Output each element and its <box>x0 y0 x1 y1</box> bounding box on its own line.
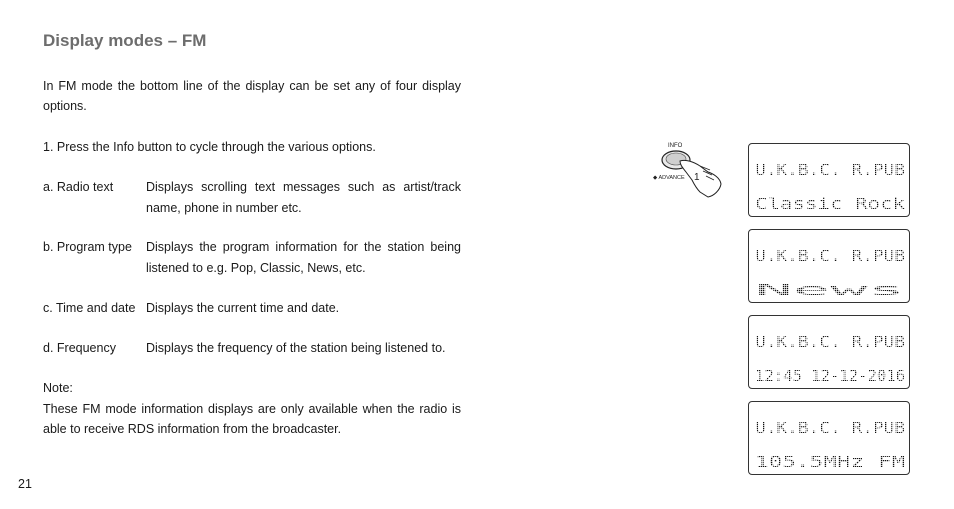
lcd-display-frequency <box>748 401 910 475</box>
info-button-label: INFO <box>668 143 683 149</box>
step-1-instruction: 1. Press the Info button to cycle through the various options. <box>43 140 376 154</box>
advance-label-text: ADVANCE <box>658 175 685 181</box>
advance-label <box>653 175 685 181</box>
lcd-screen <box>749 144 911 218</box>
lcd-display-time-and-date <box>748 315 910 389</box>
option-description: Displays the program information for the station being listened to e.g. Pop, Classic, News, etc. <box>146 240 461 275</box>
option-description: Displays the frequency of the station being listened to. <box>146 341 446 355</box>
advance-marker: ◆ <box>653 175 659 181</box>
option-description: Displays scrolling text messages such as artist/track name, phone in number etc. <box>146 180 461 215</box>
option-label: a. Radio text <box>43 180 114 194</box>
option-label: b. Program type <box>43 240 132 254</box>
lcd-display-program-type <box>748 229 910 303</box>
lcd-line-1: U.K.B.C. R.PUB <box>755 160 905 179</box>
lcd-line-1: U.K.B.C. R.PUB <box>755 418 905 437</box>
lcd-screen <box>749 316 911 390</box>
lcd-screen <box>749 230 911 304</box>
note-heading: Note: <box>43 381 73 395</box>
option-label: d. Frequency <box>43 341 116 355</box>
lcd-line-2: News <box>755 280 905 299</box>
lcd-line-1: U.K.B.C. R.PUB <box>755 246 905 265</box>
lcd-line-2: Classic Rock <box>755 194 906 213</box>
lcd-line-1: U.K.B.C. R.PUB <box>755 332 905 351</box>
info-button-illustration <box>648 140 728 200</box>
page-number: 21 <box>18 477 32 491</box>
option-label: c. Time and date <box>43 301 136 315</box>
lcd-screen <box>749 402 911 476</box>
lcd-line-2: 105.5MHz FM <box>755 452 905 471</box>
note-body: These FM mode information displays are only available when the radio is able to receive RDS information from the broadcaster. <box>43 402 461 436</box>
step-number: 1 <box>694 172 700 183</box>
option-description: Displays the current time and date. <box>146 301 340 315</box>
intro-paragraph: In FM mode the bottom line of the display can be set any of four display options. <box>43 79 461 113</box>
hand-pressing-button-icon <box>648 140 728 200</box>
lcd-line-2: 12:45 12-12-2016 <box>755 366 905 385</box>
lcd-display-radio-text <box>748 143 910 217</box>
page-title: Display modes – FM <box>43 31 207 50</box>
